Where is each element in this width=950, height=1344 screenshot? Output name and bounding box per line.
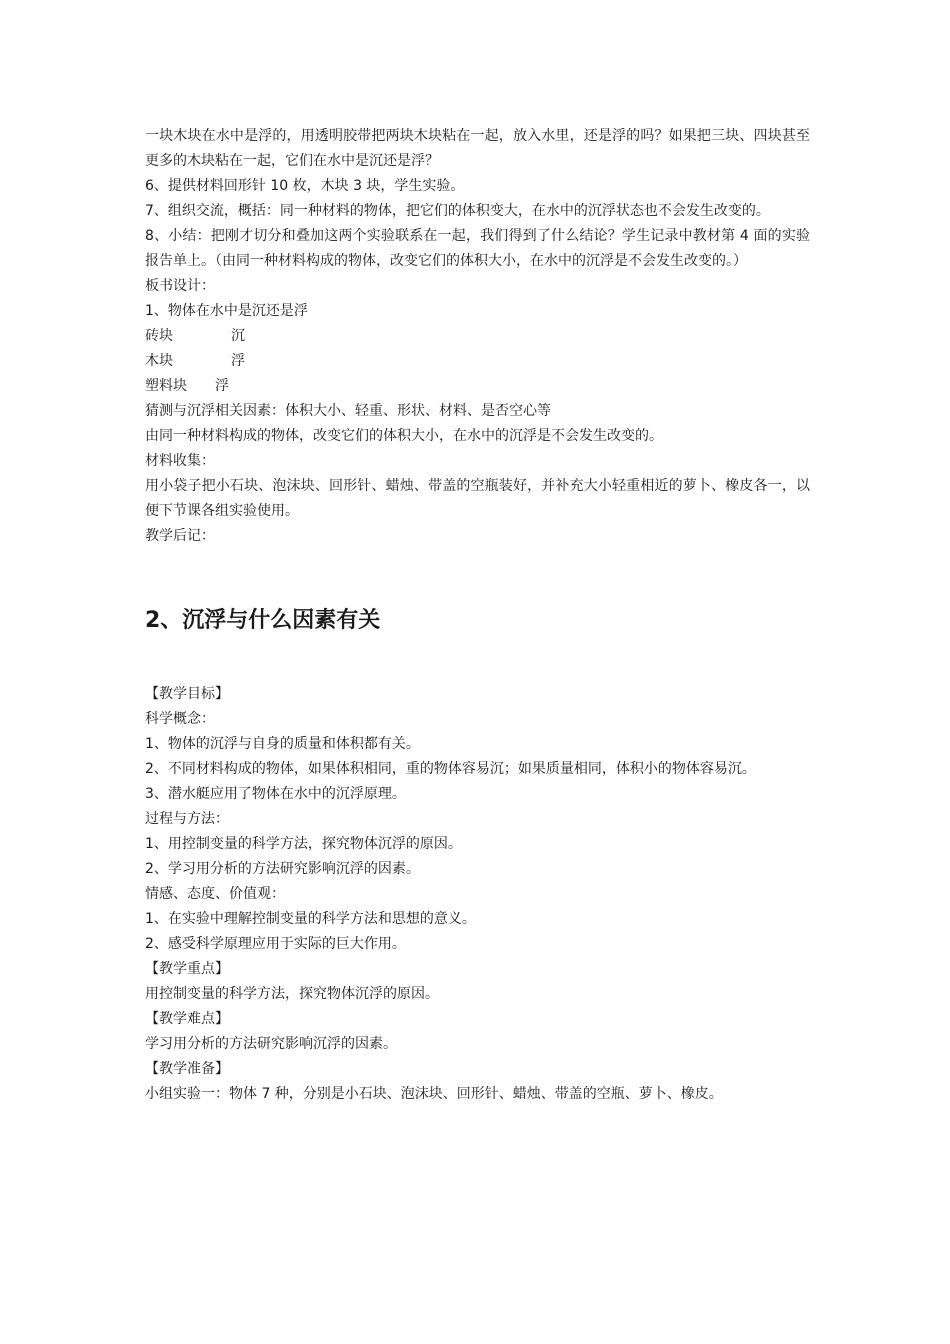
- concept-item: 2、不同材料构成的物体，如果体积相同，重的物体容易沉；如果质量相同，体积小的物体容易沉。: [145, 761, 756, 777]
- key-point-title: 【教学重点】: [145, 961, 229, 977]
- concept-title: 科学概念：: [145, 711, 215, 727]
- step-6: 6、提供材料回形针 10 枚，木块 3 块，学生实验。: [145, 178, 465, 194]
- board-design-title: 板书设计：: [145, 278, 215, 294]
- document-page: [145, 124, 810, 1107]
- step-7: 7、组织交流，概括：同一种材料的物体，把它们的体积变大，在水中的沉浮状态也不会发生改变的。: [145, 203, 770, 219]
- board-row-result: 浮: [215, 378, 229, 394]
- emotion-title: 情感、态度、价值观：: [145, 886, 285, 902]
- afterword-label: 教学后记：: [145, 528, 215, 544]
- preparation-title: 【教学准备】: [145, 1061, 229, 1077]
- difficulty-text: 学习用分析的方法研究影响沉浮的因素。: [145, 1036, 397, 1052]
- conclusion: 由同一种材料构成的物体，改变它们的体积大小，在水中的沉浮是不会发生改变的。: [145, 428, 663, 444]
- guess-factors: 猜测与沉浮相关因素：体积大小、轻重、形状、材料、是否空心等: [145, 403, 551, 419]
- step-8: 8、小结：把刚才切分和叠加这两个实验联系在一起，我们得到了什么结论？学生记录中教材第 4 面的实验报告单上。（由同一种材料构成的物体，改变它们的体积大小，在水中的沉浮是不会发生改变的。）: [145, 228, 810, 269]
- materials-text: 用小袋子把小石块、泡沫块、回形针、蜡烛、带盖的空瓶装好，并补充大小轻重相近的萝卜、橡皮各一，以便下节课各组实验使用。: [145, 478, 810, 519]
- concept-item: 3、潜水艇应用了物体在水中的沉浮原理。: [145, 786, 406, 802]
- section-heading: 2、沉浮与什么因素有关: [145, 608, 381, 633]
- process-item: 2、学习用分析的方法研究影响沉浮的因素。: [145, 861, 420, 877]
- intro-paragraph: 一块木块在水中是浮的，用透明胶带把两块木块粘在一起，放入水里，还是浮的吗？如果把三块、四块甚至更多的木块粘在一起，它们在水中是沉还是浮？: [145, 128, 810, 169]
- concept-item: 1、物体的沉浮与自身的质量和体积都有关。: [145, 736, 420, 752]
- materials-title: 材料收集：: [145, 453, 215, 469]
- board-row-name: 木块: [145, 353, 173, 369]
- emotion-item: 1、在实验中理解控制变量的科学方法和思想的意义。: [145, 911, 476, 927]
- board-row-result: 浮: [231, 353, 245, 369]
- board-row: [145, 324, 810, 349]
- difficulty-title: 【教学难点】: [145, 1011, 229, 1027]
- emotion-item: 2、感受科学原理应用于实际的巨大作用。: [145, 936, 406, 952]
- board-item-1: 1、物体在水中是沉还是浮: [145, 303, 308, 319]
- key-point-text: 用控制变量的科学方法，探究物体沉浮的原因。: [145, 986, 439, 1002]
- board-row-name: 塑料块: [145, 378, 187, 394]
- process-title: 过程与方法：: [145, 811, 229, 827]
- board-row: [145, 349, 810, 374]
- preparation-text: 小组实验一：物体 7 种，分别是小石块、泡沫块、回形针、蜡烛、带盖的空瓶、萝卜、橡皮。: [145, 1086, 723, 1102]
- board-row-name: 砖块: [145, 328, 173, 344]
- goals-title: 【教学目标】: [145, 686, 229, 702]
- process-item: 1、用控制变量的科学方法，探究物体沉浮的原因。: [145, 836, 462, 852]
- board-row-result: 沉: [231, 328, 245, 344]
- board-row: [145, 374, 810, 399]
